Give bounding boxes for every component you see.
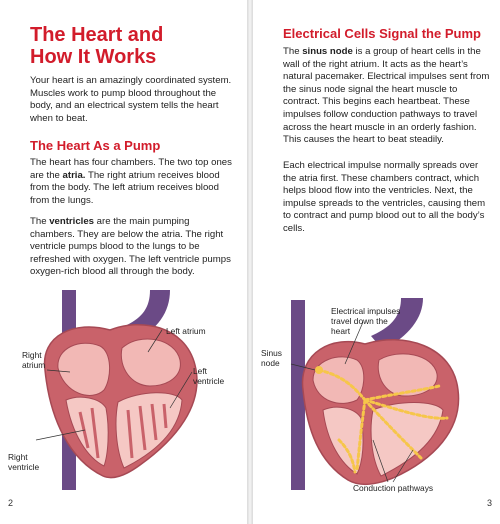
label-left-ventricle-1: Left	[193, 366, 207, 376]
intro-paragraph: Your heart is an amazingly coordinated system. Muscles work to pump blood throughout the body, and an electrical system tells the heart when to beat.	[30, 75, 232, 124]
label-right-atrium-1: Right	[22, 350, 42, 360]
page-number-right: 3	[486, 498, 492, 508]
right-page	[253, 0, 500, 524]
label-right-atrium-2: atrium	[22, 360, 46, 370]
atria-text-a: The heart has four chambers. The two top ones are the	[30, 157, 232, 181]
label-left-atrium: Left atrium	[166, 326, 206, 336]
atria-term: atria.	[62, 169, 86, 181]
label-sinus-2: node	[261, 358, 280, 368]
label-impulses-2: travel down the	[331, 316, 388, 326]
ventricles-text-c: are the main pumping chambers. They are below the atria. The right ventricle pumps blood to the lungs to be refreshed with oxygen. The left ventricle pumps oxygen-rich blood all through the body.	[30, 216, 231, 278]
impulse-paragraph: Each electrical impulse normally spreads over the atria first. These chambers contract, which helps blood flow into the ventricles. Next, the impulse spreads to the ventricles, causing them to contract and pump blood out to all the body’s cells.	[283, 160, 486, 234]
ventricles-paragraph	[30, 216, 235, 279]
label-right-ventricle	[8, 452, 39, 472]
label-conduction-pathways: Conduction pathways	[353, 483, 434, 493]
label-right-ventricle-2: ventricle	[8, 462, 40, 472]
label-sinus-node	[261, 348, 282, 368]
section-heading-electrical: Electrical Cells Signal the Pump	[283, 26, 481, 41]
conduction-illustration	[253, 290, 500, 495]
page-title	[30, 24, 240, 68]
label-left-ventricle	[193, 366, 224, 386]
sinus-text-c: is a group of heart cells in the wall of the right atrium. It acts as the heart’s natural pacemaker. Electrical impulses sent from the sinus node signal the heart muscle to contract. This begins each heartbeat. These impulses follow conduction pathways to travel across the heart muscle in an orderly fashion. This causes the heart to beat steadily.	[283, 46, 490, 146]
atria-paragraph	[30, 157, 235, 207]
atria-text-c: The right atrium receives blood from the body. The left atrium receives blood from the lungs.	[30, 169, 220, 206]
label-sinus-1: Sinus	[261, 348, 282, 358]
label-impulses	[331, 306, 400, 336]
heart-chambers-illustration	[0, 290, 247, 495]
sinus-text-a: The	[283, 46, 303, 57]
ventricles-term: ventricles	[49, 216, 95, 227]
title-line-2: How It Works	[30, 46, 157, 68]
sinus-node-paragraph	[283, 46, 493, 147]
sinus-node-term: sinus node	[302, 46, 353, 57]
left-page	[0, 0, 247, 524]
ventricles-text-a: The	[30, 216, 50, 227]
sinus-node-dot	[315, 366, 323, 374]
section-heading-pump: The Heart As a Pump	[30, 138, 161, 153]
label-left-ventricle-2: ventricle	[193, 376, 225, 386]
label-impulses-1: Electrical impulses	[331, 306, 401, 316]
page-number-left: 2	[8, 498, 14, 508]
label-impulses-3: heart	[331, 326, 351, 336]
label-right-atrium	[22, 350, 45, 370]
title-line-1: The Heart and	[30, 24, 164, 46]
label-right-ventricle-1: Right	[8, 452, 28, 462]
